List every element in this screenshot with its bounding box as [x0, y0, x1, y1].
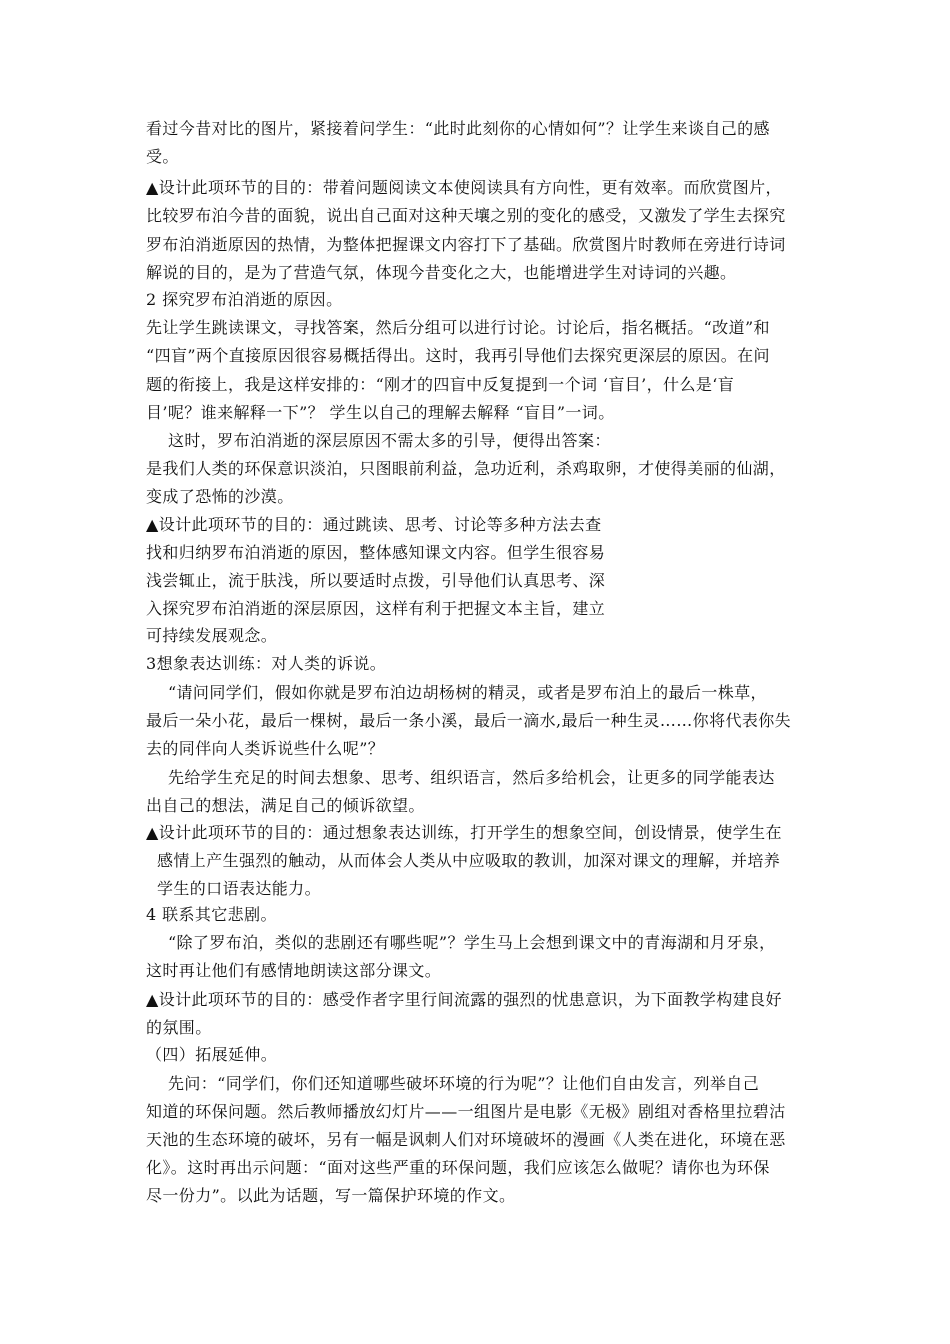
text-line: 这时，罗布泊消逝的深层原因不需太多的引导，便得出答案：: [146, 431, 611, 450]
text-line: 罗布泊消逝原因的热情，为整体把握课文内容打下了基础。欣赏图片时教师在旁进行诗词: [146, 235, 786, 254]
text-line: 学生的口语表达能力。: [146, 879, 321, 898]
text-line: 比较罗布泊今昔的面貌，说出自己面对这种天壤之别的变化的感受，又激发了学生去探究: [146, 206, 786, 225]
section-heading: 4 联系其它悲剧。: [146, 905, 277, 924]
text-line: 化》。这时再出示问题：“面对这些严重的环保问题，我们应该怎么做呢？请你也为环保: [146, 1158, 770, 1177]
text-line: 受。: [146, 147, 179, 166]
text-line: 目’呢？谁来解释一下”？ 学生以自己的理解去解释 “盲目”一词。: [146, 403, 615, 422]
text-line: 是我们人类的环保意识淡泊，只图眼前利益，急功近利，杀鸡取卵，才使得美丽的仙湖，: [146, 459, 786, 478]
text-line: 尽一份力”。以此为话题，写一篇保护环境的作文。: [146, 1186, 516, 1205]
section-heading: 3想象表达训练：对人类的诉说。: [146, 654, 387, 673]
section-heading: （四）拓展延伸。: [146, 1045, 278, 1064]
text-line: 最后一朵小花，最后一棵树，最后一条小溪，最后一滴水,最后一种生灵……你将代表你失: [146, 711, 792, 730]
text-line: 知道的环保问题。然后教师播放幻灯片——一组图片是电影《无极》剧组对香格里拉碧沽: [146, 1102, 786, 1121]
section-heading: 2 探究罗布泊消逝的原因。: [146, 290, 343, 309]
text-line: 天池的生态环境的破坏，另有一幅是讽刺人们对环境破坏的漫画《人类在进化，环境在恶: [146, 1130, 786, 1149]
text-line: “除了罗布泊，类似的悲剧还有哪些呢”？学生马上会想到课文中的青海湖和月牙泉，: [146, 933, 776, 952]
text-line: 找和归纳罗布泊消逝的原因，整体感知课文内容。但学生很容易: [146, 543, 606, 562]
text-line: 先问：“同学们，你们还知道哪些破坏环境的行为呢”？让他们自由发言，列举自己: [146, 1074, 760, 1093]
text-line: ▲设计此项环节的目的：带着问题阅读文本使阅读具有方向性，更有效率。而欣赏图片，: [146, 178, 782, 197]
text-line: ▲设计此项环节的目的：感受作者字里行间流露的强烈的忧患意识，为下面教学构建良好: [146, 990, 782, 1009]
text-line: 解说的目的，是为了营造气氛，体现今昔变化之大，也能增进学生对诗词的兴趣。: [146, 263, 737, 282]
text-line: 先给学生充足的时间去想象、思考、组织语言，然后多给机会，让更多的同学能表达: [146, 768, 775, 787]
text-line: ▲设计此项环节的目的：通过跳读、思考、讨论等多种方法去查: [146, 515, 602, 534]
text-line: 出自己的想法，满足自己的倾诉欲望。: [146, 796, 425, 815]
text-line: 可持续发展观念。: [146, 626, 278, 645]
text-line: 的氛围。: [146, 1018, 212, 1037]
text-line: 浅尝辄止，流于肤浅，所以要适时点拨，引导他们认真思考、深: [146, 571, 606, 590]
text-line: 去的同伴向人类诉说些什么呢”？: [146, 739, 385, 758]
text-line: “请问同学们，假如你就是罗布泊边胡杨树的精灵，或者是罗布泊上的最后一株草，: [146, 683, 767, 702]
text-line: 先让学生跳读课文，寻找答案，然后分组可以进行讨论。讨论后，指名概括。“改道”和: [146, 318, 770, 337]
text-line: 入探究罗布泊消逝的深层原因，这样有利于把握文本主旨，建立: [146, 599, 606, 618]
text-line: 题的衔接上，我是这样安排的：“刚才的四盲中反复提到一个词 ‘盲目’，什么是‘盲: [146, 375, 735, 394]
text-line: 变成了恐怖的沙漠。: [146, 487, 294, 506]
text-line: 感情上产生强烈的触动，从而体会人类从中应吸取的教训，加深对课文的理解，并培养: [146, 851, 781, 870]
text-line: 看过今昔对比的图片，紧接着问学生：“此时此刻你的心情如何”？让学生来谈自己的感: [146, 119, 770, 138]
text-line: ▲设计此项环节的目的：通过想象表达训练，打开学生的想象空间，创设情景，使学生在: [146, 823, 782, 842]
text-line: 这时再让他们有感情地朗读这部分课文。: [146, 961, 442, 980]
text-line: “四盲”两个直接原因很容易概括得出。这时，我再引导他们去探究更深层的原因。在问: [146, 346, 770, 365]
